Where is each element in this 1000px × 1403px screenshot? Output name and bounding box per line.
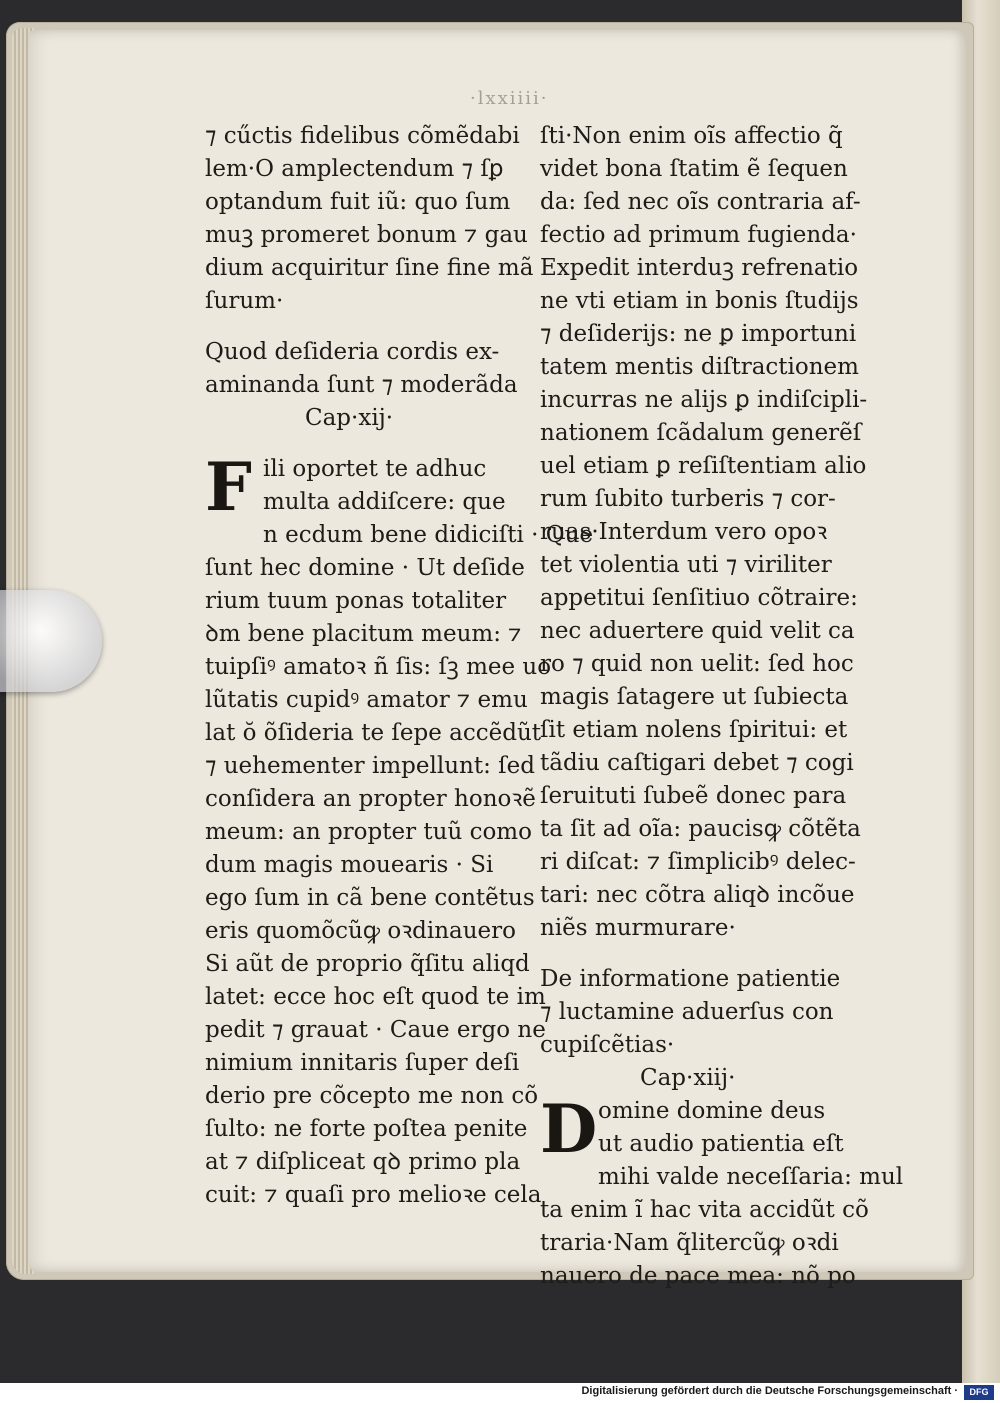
right-initial-lines (598, 1095, 903, 1194)
page-clip (0, 590, 102, 692)
text-line: niẽs murmurare· (540, 915, 736, 941)
text-line: traria·Nam q̃litercũꝙ oꝛdi (540, 1230, 839, 1256)
left-body-lines (205, 552, 552, 1212)
text-line: mihi valde neceſſaria: mul (598, 1164, 904, 1190)
text-line: ſit etiam nolens ſpiritui: et (540, 717, 848, 743)
text-line: fectio ad primum fugienda· (540, 222, 857, 248)
right-body-lines (540, 1194, 885, 1293)
left-drop-initial: F (205, 448, 252, 526)
text-line: muꝫ promeret bonum ⁊ gau (205, 222, 528, 248)
text-line: uel etiam ꝑ reſiſtentiam alio (540, 453, 867, 479)
text-line: Si aũt de proprio q̃ſitu aliqd (205, 951, 530, 977)
text-line: nec aduertere quid velit ca (540, 618, 855, 644)
text-line: meum: an propter tuũ como (205, 819, 532, 845)
right-initial-row (540, 1090, 904, 1194)
text-line: videt bona ſtatim ẽ ſequen (540, 156, 848, 182)
text-line: appetitui ſenſitiuo cõtraire: (540, 585, 858, 611)
right-chapter-number: Cap·xiij· (640, 1065, 736, 1091)
chapter-title-line: Quod deſideria cordis ex- (205, 339, 500, 365)
text-line: dium acquiritur ſine fine mã (205, 255, 534, 281)
text-line: ſti·Non enim oĩs affectio q̃ (540, 123, 843, 149)
text-line: derio pre cõcepto me non cõ (205, 1083, 539, 1109)
text-line: tuipſiꝰ amatoꝛ ñ ſis: ſꝫ mee uo (205, 654, 552, 680)
text-line: lũtatis cupidꝰ amator ⁊ emu (205, 687, 528, 713)
text-line: ro ⁊ quid non uelit: ſed hoc (540, 651, 854, 677)
right-drop-initial: D (540, 1090, 598, 1168)
right-chapter-title (540, 963, 885, 1062)
text-line: latet: ecce hoc eſt quod te im (205, 984, 546, 1010)
text-line: rium tuum ponas totaliter (205, 588, 507, 614)
text-line: ⁊ uehementer impellunt: ſed (205, 753, 535, 779)
chapter-title-line: aminanda ſunt ⁊ moderãda (205, 372, 518, 398)
text-line: tãdiu caſtigari debet ⁊ cogi (540, 750, 854, 776)
text-line: incurras ne alijs ꝑ indiſcipli- (540, 387, 868, 413)
text-line: ta ſit ad oĩa: paucisꝙ cõtẽta (540, 816, 861, 842)
text-line: at ⁊ diſpliceat qꝺ primo pla (205, 1149, 521, 1175)
text-line: tatem mentis diſtractionem (540, 354, 859, 380)
text-line: lat ŏ õſideria te ſepe accẽdũt (205, 720, 542, 746)
right-top-lines (540, 120, 885, 945)
running-header: ·lxxiiii· (470, 88, 549, 109)
text-line: n ecdum bene didiciſti · Que (263, 522, 594, 548)
text-line: ſulto: ne forte poſtea penite (205, 1116, 528, 1142)
text-line: ſurum· (205, 288, 284, 314)
text-line: ut audio patientia eſt (598, 1131, 844, 1157)
text-line: rum ſubito turberis ⁊ cor- (540, 486, 836, 512)
funding-credit: Digitalisierung gefördert durch die Deutsche Forschungsgemeinschaft · (581, 1385, 958, 1397)
text-line: conſidera an propter honoꝛẽ (205, 786, 536, 812)
left-initial-row (205, 448, 594, 552)
text-line: magis ſatagere ut ſubiecta (540, 684, 849, 710)
text-line: pedit ⁊ grauat · Caue ergo ne (205, 1017, 546, 1043)
text-line: ri diſcat: ⁊ ſimplicibꝰ delec- (540, 849, 856, 875)
spacer (205, 435, 535, 453)
footer-bar (0, 1383, 1000, 1403)
text-line: ego ſum in cã bene contẽtus (205, 885, 535, 911)
text-line: ta enim ĩ hac vita accidũt cõ (540, 1197, 869, 1223)
text-line: nationem ſcãdalum generẽſ (540, 420, 862, 446)
left-text-column (205, 120, 594, 1212)
text-line: tari: nec cõtra aliqꝺ incõue (540, 882, 855, 908)
text-line: ꝺm bene placitum meum: ⁊ (205, 621, 522, 647)
dfg-logo: DFG (964, 1385, 994, 1400)
text-line: ⁊ cűctis fidelibus cõmẽdabi (205, 123, 520, 149)
text-line: omine domine deus (598, 1098, 826, 1124)
left-chapter-number: Cap·xij· (305, 405, 394, 431)
text-line: nimium innitaris ſuper deſi (205, 1050, 520, 1076)
text-line: ne vti etiam in bonis ſtudijs (540, 288, 859, 314)
text-line: eris quomõcũꝙ oꝛdinauero (205, 918, 517, 944)
text-line: ſeruituti ſubeẽ donec para (540, 783, 847, 809)
text-line: lem·O amplectendum ⁊ ſꝑ (205, 156, 504, 182)
spacer (540, 945, 885, 963)
text-line: ſunt hec domine · Ut deſide (205, 555, 525, 581)
text-line: cuit: ⁊ quaſi pro melioꝛe cela (205, 1182, 542, 1208)
text-line: optandum fuit iũ: quo ſum (205, 189, 511, 215)
text-line: multa addiſcere: que (263, 489, 506, 515)
text-line: da: ſed nec oĩs contraria af- (540, 189, 861, 215)
left-chapter-title (205, 336, 535, 402)
text-line: ili oportet te adhuc (263, 456, 487, 482)
chapter-title-line: De informatione patientie (540, 966, 841, 992)
text-line: nauero de pace mea: nõ po (540, 1263, 856, 1289)
chapter-title-line: ⁊ luctamine aduerſus con (540, 999, 834, 1025)
text-line: dum magis mouearis · Si (205, 852, 494, 878)
text-line: ruas·Interdum vero opoꝛ (540, 519, 828, 545)
chapter-title-line: cupiſcẽtias· (540, 1032, 675, 1058)
spacer (205, 318, 535, 336)
text-line: ⁊ deſiderijs: ne ꝑ importuni (540, 321, 857, 347)
text-line: tet violentia uti ⁊ viriliter (540, 552, 832, 578)
left-top-lines (205, 120, 535, 318)
right-text-column (540, 120, 904, 1293)
text-line: Expedit interduꝫ refrenatio (540, 255, 859, 281)
